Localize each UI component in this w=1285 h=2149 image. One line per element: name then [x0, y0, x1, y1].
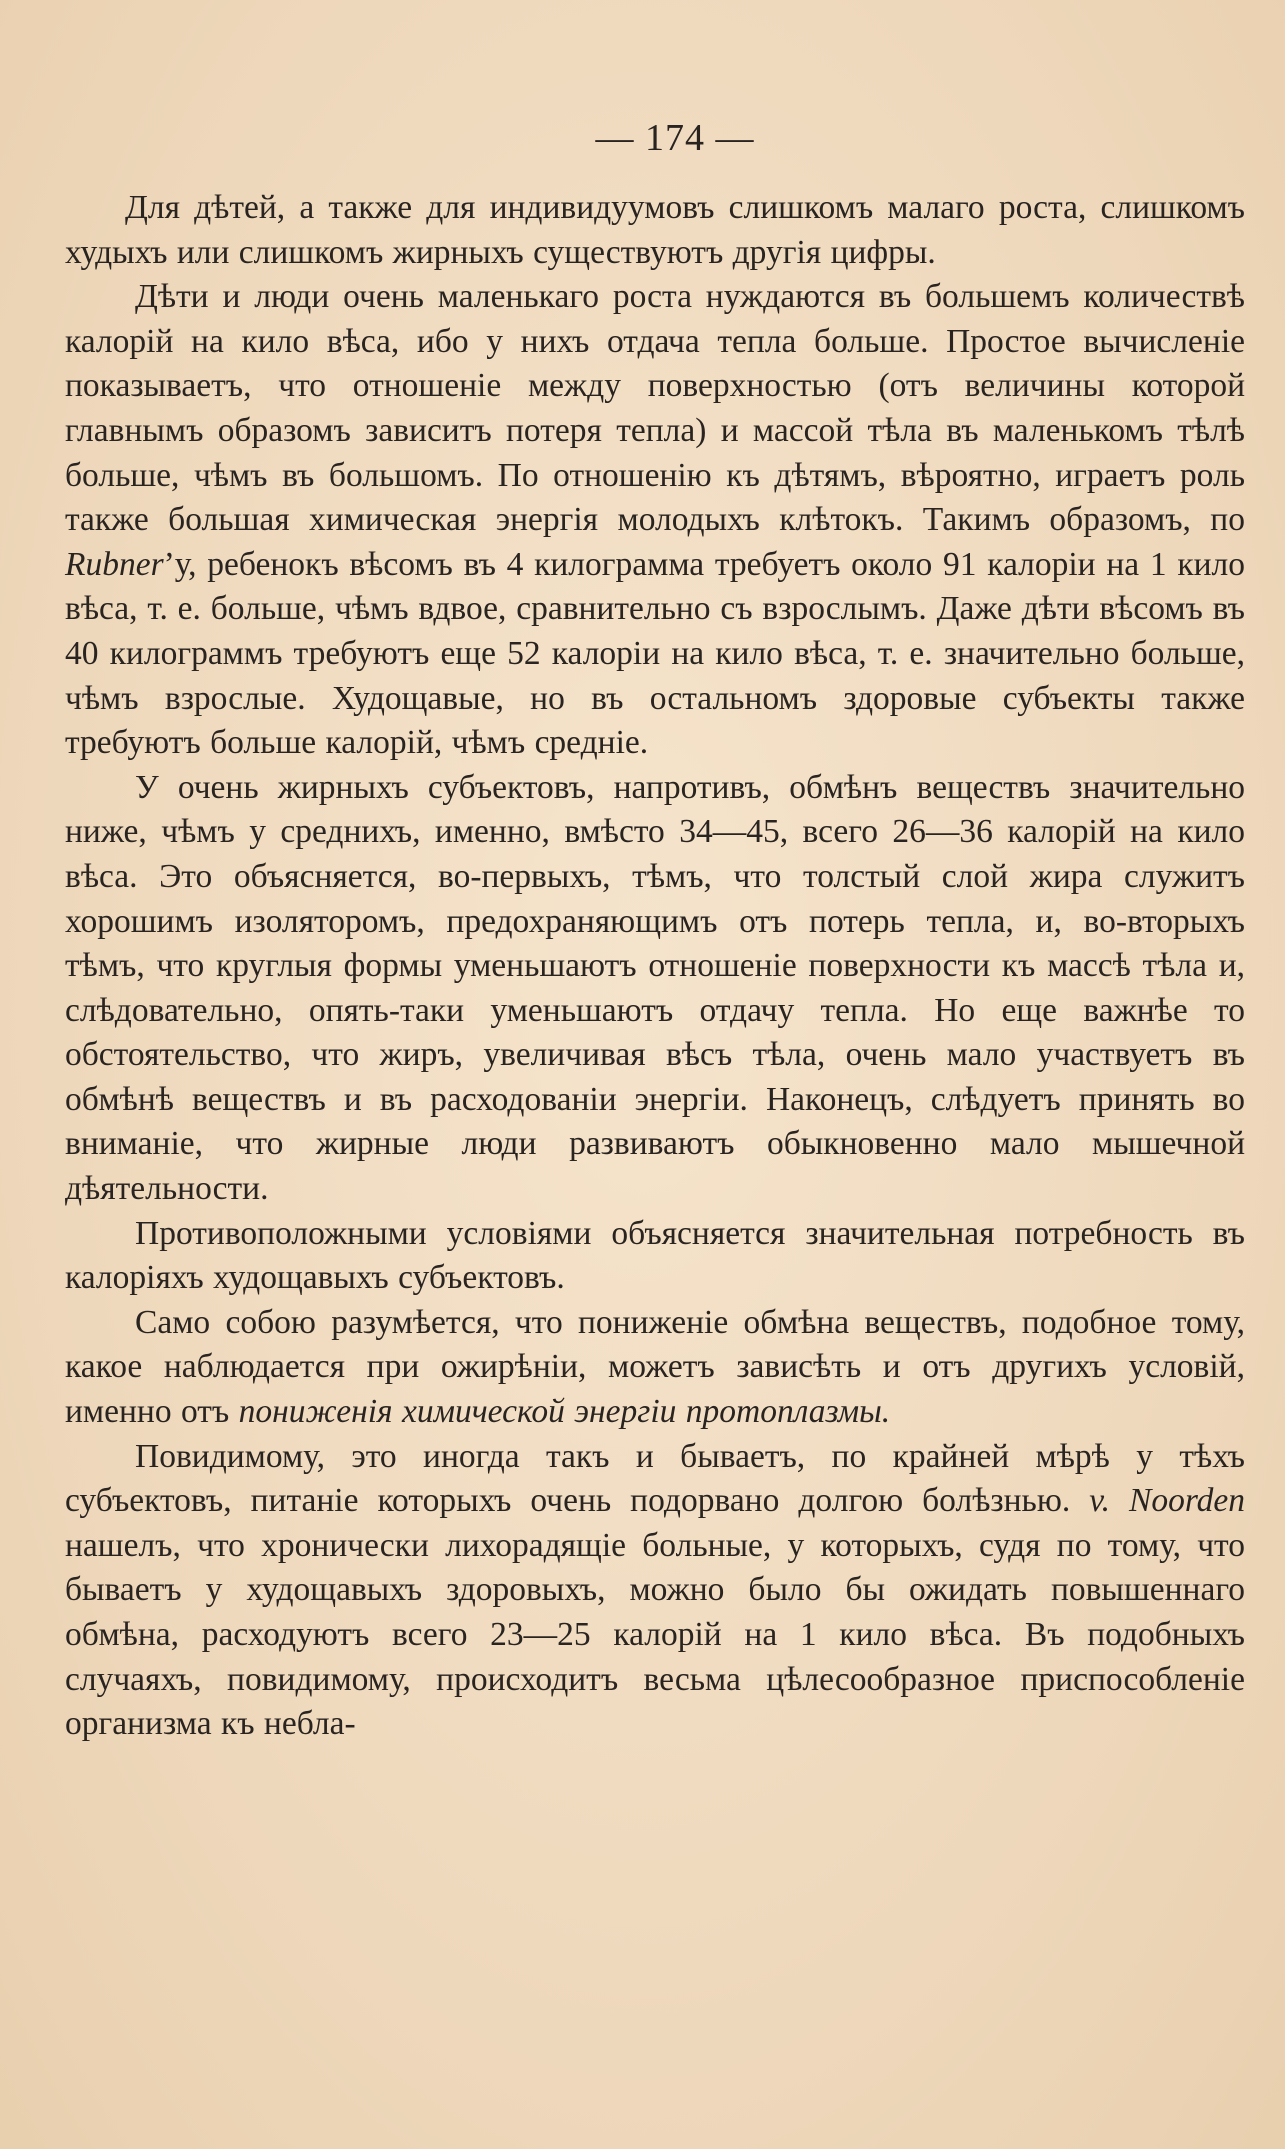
text-run: Для дѣтей, а также для индивидуумовъ слишкомъ малаго роста, слишкомъ худыхъ или слишкомъ жирныхъ существуютъ другія цифры.: [65, 189, 1245, 271]
paragraph: [65, 1435, 1245, 1747]
paragraph: [65, 1301, 1245, 1435]
paragraph: [65, 186, 1245, 275]
text-run: У очень жирныхъ субъектовъ, напротивъ, обмѣнъ веществъ значительно ниже, чѣмъ у среднихъ, именно, вмѣсто 34—45, всего 26—36 калорій на кило вѣса. Это объясняется, во-первыхъ, тѣмъ, что толстый слой жира служитъ хорошимъ изоляторомъ, предохраняющимъ отъ потерь тепла, и, во-вторыхъ тѣмъ, что круглыя формы уменьшаютъ отношеніе поверхности къ массѣ тѣла и, слѣдовательно, опять-таки уменьшаютъ отдачу тепла. Но еще важнѣе то обстоятельство, что жиръ, увеличивая вѣсъ тѣла, очень мало участвуетъ въ обмѣнѣ веществъ и въ расходованіи энергіи. Наконецъ, слѣдуетъ принять во вниманіе, что жирные люди развиваютъ обыкновенно мало мышечной дѣятельности.: [65, 768, 1245, 1208]
text-run: Дѣти и люди очень маленькаго роста нуждаются въ большемъ количествѣ калорій на кило вѣса, ибо у нихъ отдача тепла больше. Простое вычисленіе показываетъ, что отношеніе между поверхностью (отъ величины которой главнымъ образомъ зависитъ потеря тепла) и массой тѣла въ маленькомъ тѣлѣ больше, чѣмъ въ большомъ. По отношенію къ дѣтямъ, вѣроятно, играетъ роль также большая химическая энергія молодыхъ клѣтокъ. Такимъ образомъ, по: [65, 278, 1245, 539]
paragraph: [65, 766, 1245, 1212]
emphasized-text: пониженія химической энергіи протоплазмы.: [238, 1393, 891, 1431]
text-run: Само собою разумѣется, что пониженіе обмѣна веществъ, подобное тому, какое наблюдается при ожирѣніи, можетъ зависѣть и отъ другихъ условій, именно отъ: [65, 1303, 1245, 1431]
text-run: ’у, ребенокъ вѣсомъ въ 4 килограмма требуетъ около 91 калоріи на 1 кило вѣса, т. е. больше, чѣмъ вдвое, сравнительно съ взрослымъ. Даже дѣти вѣсомъ въ 40 килограммъ требуютъ еще 52 калоріи на кило вѣса, т. е. значительно больше, чѣмъ взрослые. Худощавые, но въ остальномъ здоровые субъекты также требуютъ больше калорій, чѣмъ средніе.: [65, 545, 1245, 762]
book-page: [65, 108, 1245, 2108]
page-number: — 174 —: [595, 117, 755, 159]
paragraph: [65, 275, 1245, 766]
text-run: Повидимому, это иногда такъ и бываетъ, по крайней мѣрѣ у тѣхъ субъектовъ, питаніе которыхъ очень подорвано долгою болѣзнью.: [65, 1437, 1245, 1520]
author-name: v. Noorden: [1089, 1482, 1246, 1520]
text-run: Противоположными условіями объясняется значительная потребность въ калоріяхъ худощавыхъ субъектовъ.: [65, 1214, 1245, 1297]
paragraph: [65, 1212, 1245, 1301]
text-run: нашелъ, что хронически лихорадящіе больные, у которыхъ, судя по тому, что бываетъ у худощавыхъ здоровыхъ, можно было бы ожидать повышеннаго обмѣна, расходуютъ всего 23—25 калорій на 1 кило вѣса. Въ подобныхъ случаяхъ, повидимому, происходитъ весьма цѣлесообразное приспособленіе организма къ небла-: [65, 1526, 1245, 1743]
author-name: Rubner: [65, 545, 164, 583]
